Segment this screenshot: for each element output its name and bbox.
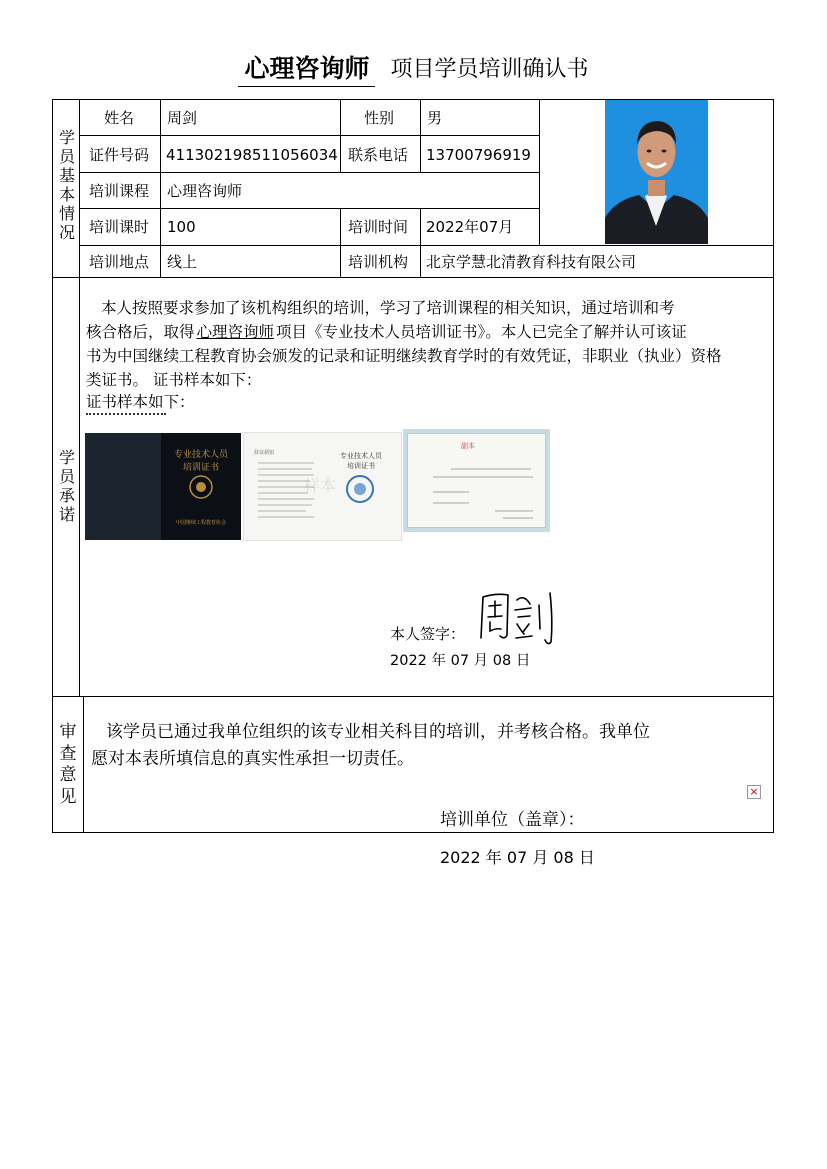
hours-label: 培训课时	[89, 218, 150, 236]
pledge-line-5: 证书样本如下：	[86, 393, 195, 411]
section-label-basic: 学员基本情况	[58, 128, 75, 242]
review-date: 2022 年 07 月 08 日	[440, 848, 595, 867]
signature-image	[472, 590, 568, 648]
id-label: 证件号码	[89, 146, 150, 164]
name-label: 姓名	[104, 109, 135, 127]
pledge-line-2-rest: 项目《专业技术人员培训证书》。本人已完全了解并认可该证	[276, 323, 687, 341]
student-photo	[605, 100, 708, 244]
title-subtitle: 项目学员培训确认书	[390, 57, 589, 82]
hours-value: 100	[167, 218, 196, 236]
cover-title-1: 专业技术人员	[173, 450, 228, 460]
inner-right-title-2: 培训证书	[347, 462, 375, 470]
phone-value: 13700796919	[426, 146, 531, 164]
pledge-line-3: 书为中国继续工程教育协会颁发的记录和证明继续教育学时的有效凭证，非职业（执业）资格	[86, 347, 722, 365]
gender-value: 男	[427, 109, 443, 127]
review-line-2: 愿对本表所填信息的真实性承担一切责任。	[91, 749, 414, 769]
course-label: 培训课程	[89, 182, 150, 200]
inner-right-title-1: 专业技术人员	[340, 452, 382, 460]
org-value: 北京学慧北清教育科技有限公司	[426, 253, 637, 271]
pledge-course-name: 心理咨询师	[196, 323, 275, 341]
sample-watermark: 样本	[304, 476, 337, 495]
time-label: 培训时间	[348, 218, 409, 236]
pledge-line-2-start: 核合格后，取得	[86, 323, 195, 341]
gender-label: 性别	[364, 109, 395, 127]
document-title	[0, 52, 827, 87]
section-label-review: 审查意见	[59, 722, 77, 807]
cover-footer: 中国继续工程教育协会	[175, 520, 226, 526]
section-label-pledge: 学员承诺	[58, 448, 75, 524]
broken-image-icon: ×	[747, 785, 761, 799]
review-line-1: 该学员已通过我单位组织的该专业相关科目的培训，并考核合格。我单位	[106, 722, 650, 742]
pledge-line-6-clipped	[86, 411, 176, 416]
copy-label: 副本	[461, 442, 475, 450]
id-value: 411302198511056034	[166, 146, 338, 164]
cover-title-2: 培训证书	[182, 463, 219, 473]
pledge-line-2	[86, 320, 687, 345]
name-value: 周剑	[167, 109, 198, 127]
certificate-copy-image	[403, 429, 550, 532]
time-value: 2022年07月	[426, 218, 514, 236]
signature-label: 本人签字：	[390, 625, 466, 643]
course-value: 心理咨询师	[167, 182, 243, 200]
certificate-cover-image	[85, 433, 241, 540]
phone-label: 联系电话	[348, 146, 409, 164]
review-stamp-label: 培训单位（盖章）：	[440, 810, 585, 830]
org-label: 培训机构	[348, 253, 409, 271]
place-value: 线上	[167, 253, 198, 271]
pledge-date: 2022 年 07 月 08 日	[390, 653, 531, 669]
place-label: 培训地点	[89, 253, 150, 271]
pledge-line-1: 本人按照要求参加了该机构组织的培训，学习了培训课程的相关知识，通过培训和考	[101, 299, 675, 317]
inner-left-title: 持证须知	[254, 450, 275, 456]
pledge-line-4: 类证书。 证书样本如下：	[86, 371, 262, 389]
title-course: 心理咨询师	[238, 52, 375, 87]
certificate-inner-image	[243, 432, 402, 541]
